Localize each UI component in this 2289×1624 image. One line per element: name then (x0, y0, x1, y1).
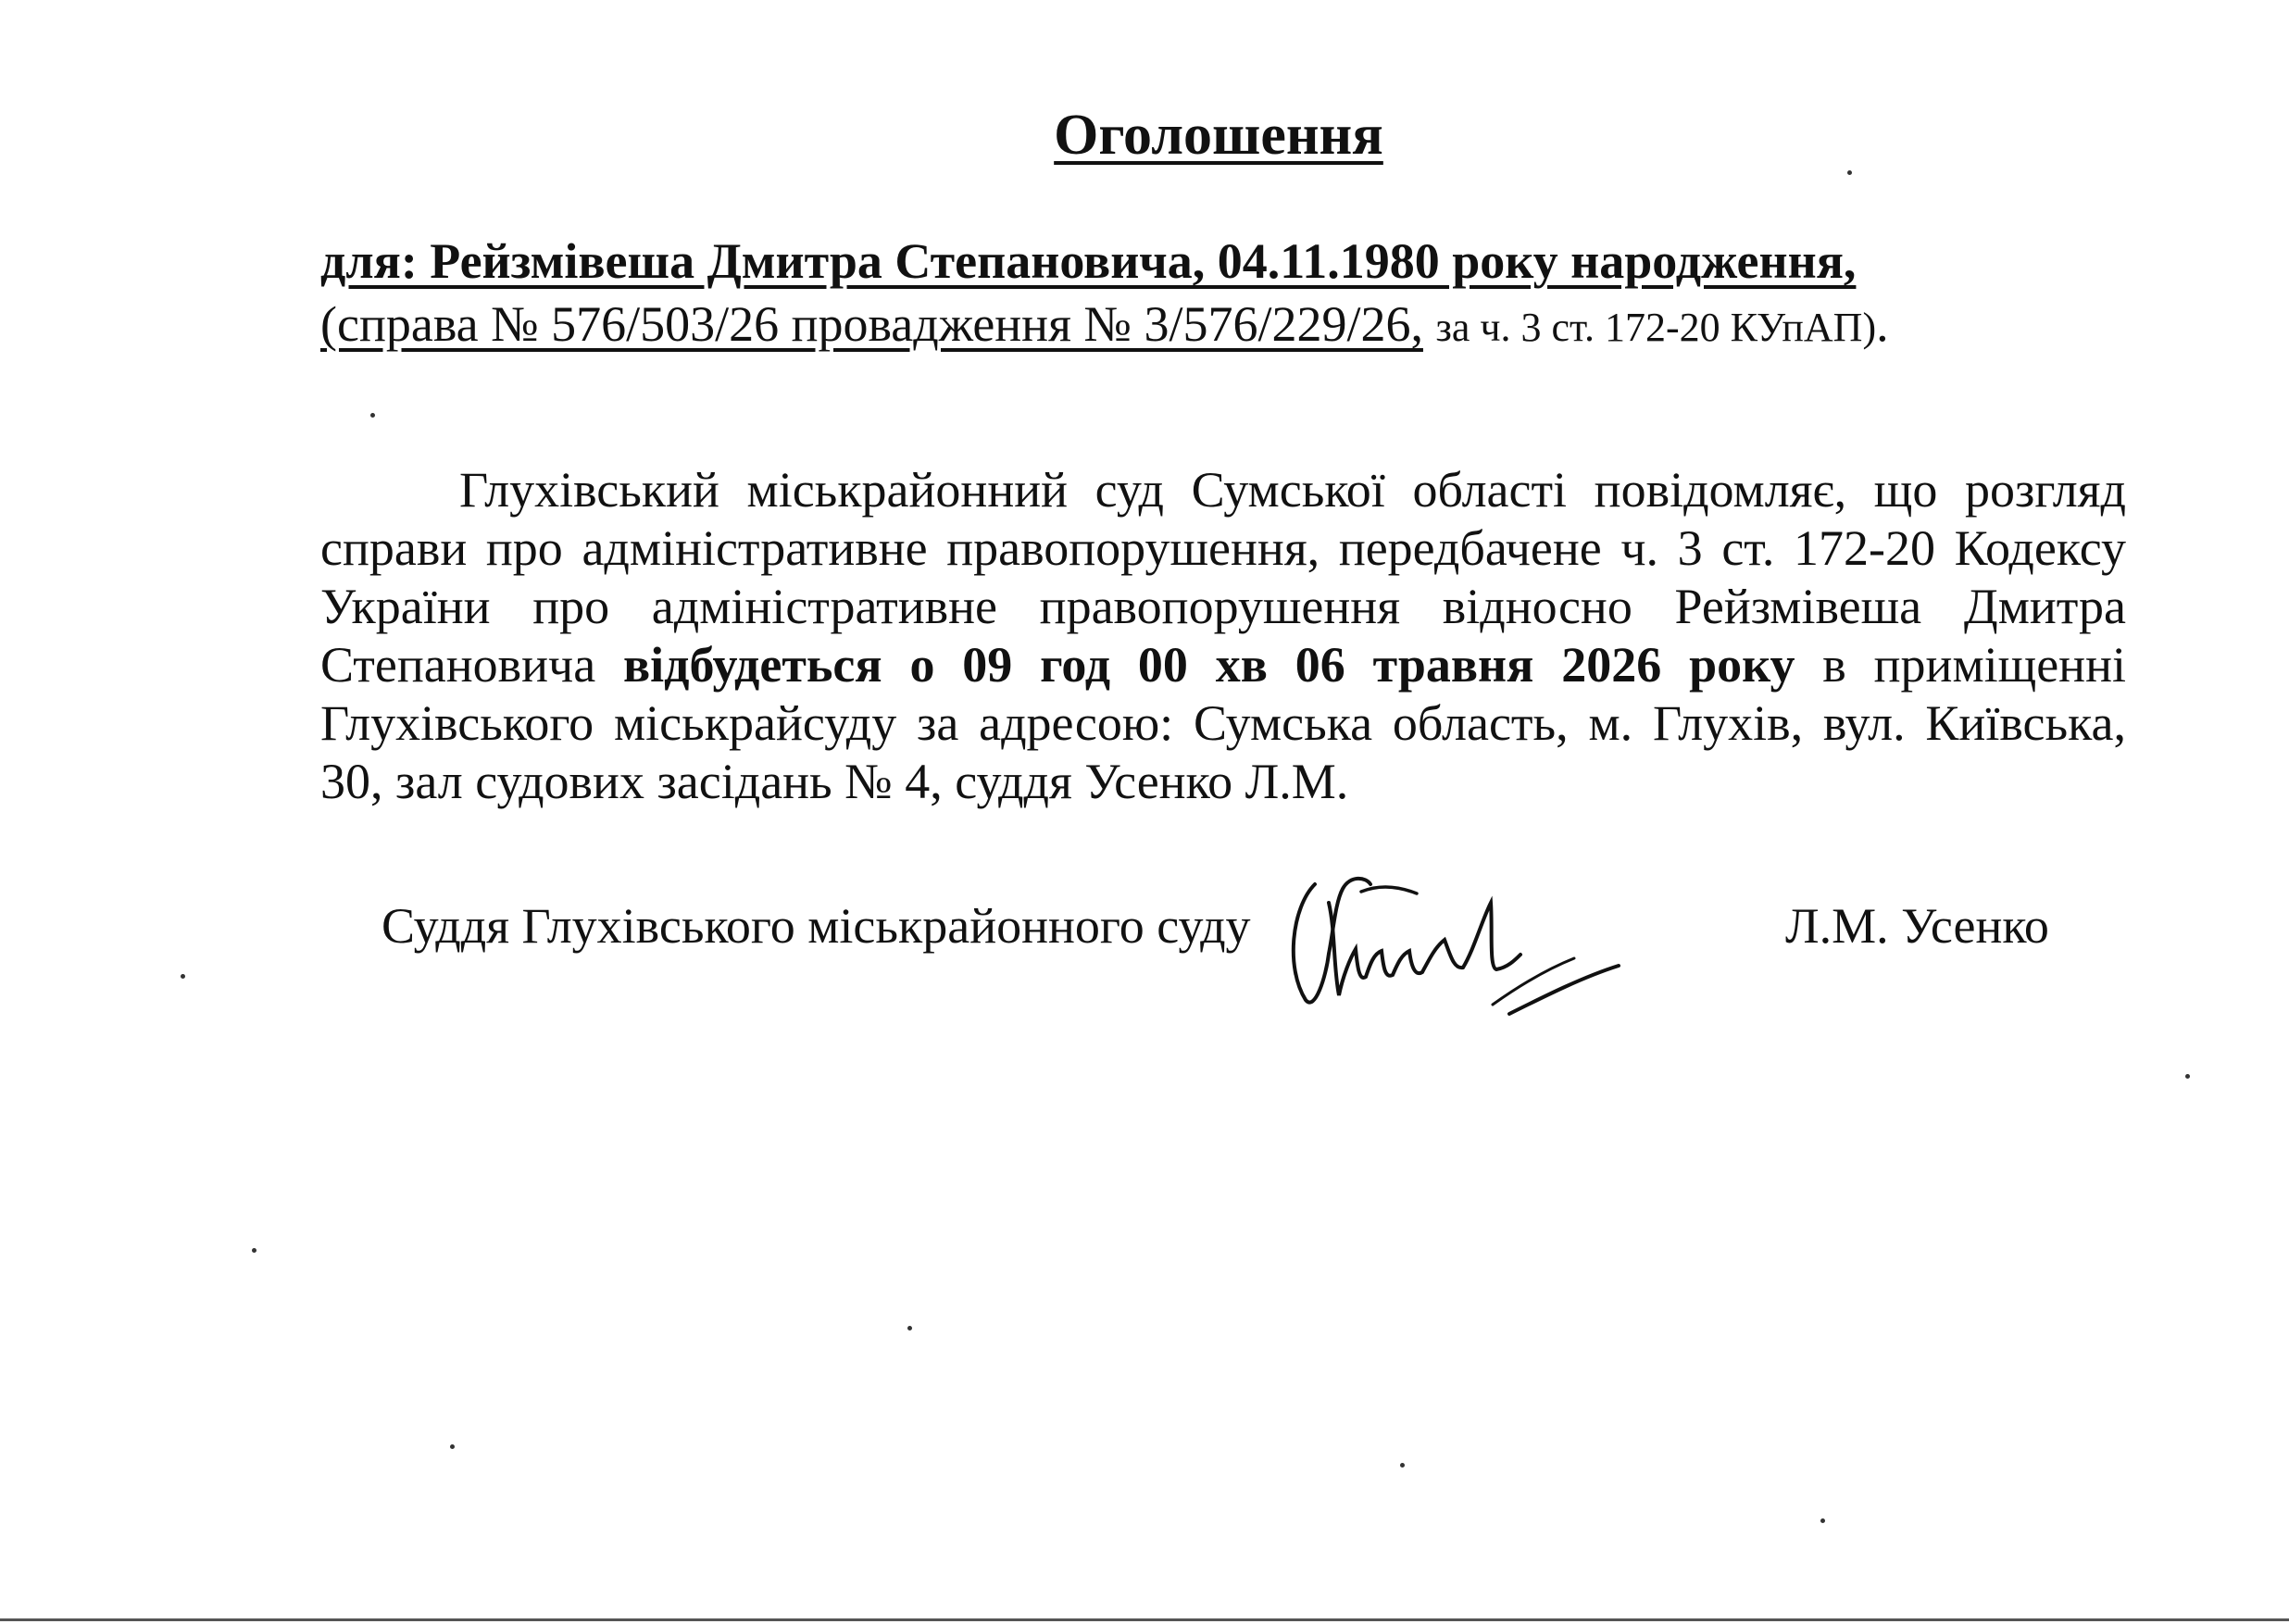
case-line-end: . (1876, 296, 1889, 352)
announcement-body (320, 461, 2126, 811)
scan-speck (252, 1248, 256, 1253)
case-reference-line (320, 294, 1889, 357)
document-title (0, 100, 2289, 170)
body-text-part1: Глухівський міськрайонний суд Сумської області повідомляє, що розгляд справи про адміністративне правопорушення, передбачене ч. 3 ст. 172-20 Кодексу України про адміністративне правопорушення відносно Рейзмівеша Дмитра Степановича (320, 462, 2126, 693)
scan-edge-line (0, 1618, 2289, 1621)
handwritten-signature (1278, 866, 1620, 1028)
scan-speck (1820, 1518, 1825, 1523)
document-title-text: Оголошення (1054, 104, 1383, 167)
case-article-text: за ч. 3 ст. 172-20 КУпАП) (1435, 305, 1877, 350)
scan-speck (181, 974, 185, 979)
addressee-text: для: Рейзмівеша Дмитра Степановича, 04.11.1980 року народження, (320, 233, 1857, 289)
scan-speck (1400, 1463, 1405, 1468)
judge-title: Суддя Глухівського міськрайонного суду (382, 898, 1251, 954)
scan-speck (370, 413, 375, 418)
judge-name: Л.М. Усенко (1785, 898, 2049, 954)
scan-speck (1847, 170, 1852, 175)
addressee-line (320, 231, 1856, 291)
scan-speck (2185, 1074, 2190, 1079)
scan-speck (907, 1326, 912, 1330)
case-number-text: (справа № 576/503/26 провадження № 3/576/229/26, (320, 296, 1423, 352)
hearing-datetime: відбудеться о 09 год 00 хв 06 травня 2026 року (623, 637, 1795, 693)
body-text-part2: в приміщенні Глухівського міськрайсуду за адресою: Сумська область, м. Глухів, вул. Київська, 30, зал судових засідань № 4, суддя Усенко Л.М. (320, 637, 2126, 809)
scan-speck (450, 1444, 455, 1449)
